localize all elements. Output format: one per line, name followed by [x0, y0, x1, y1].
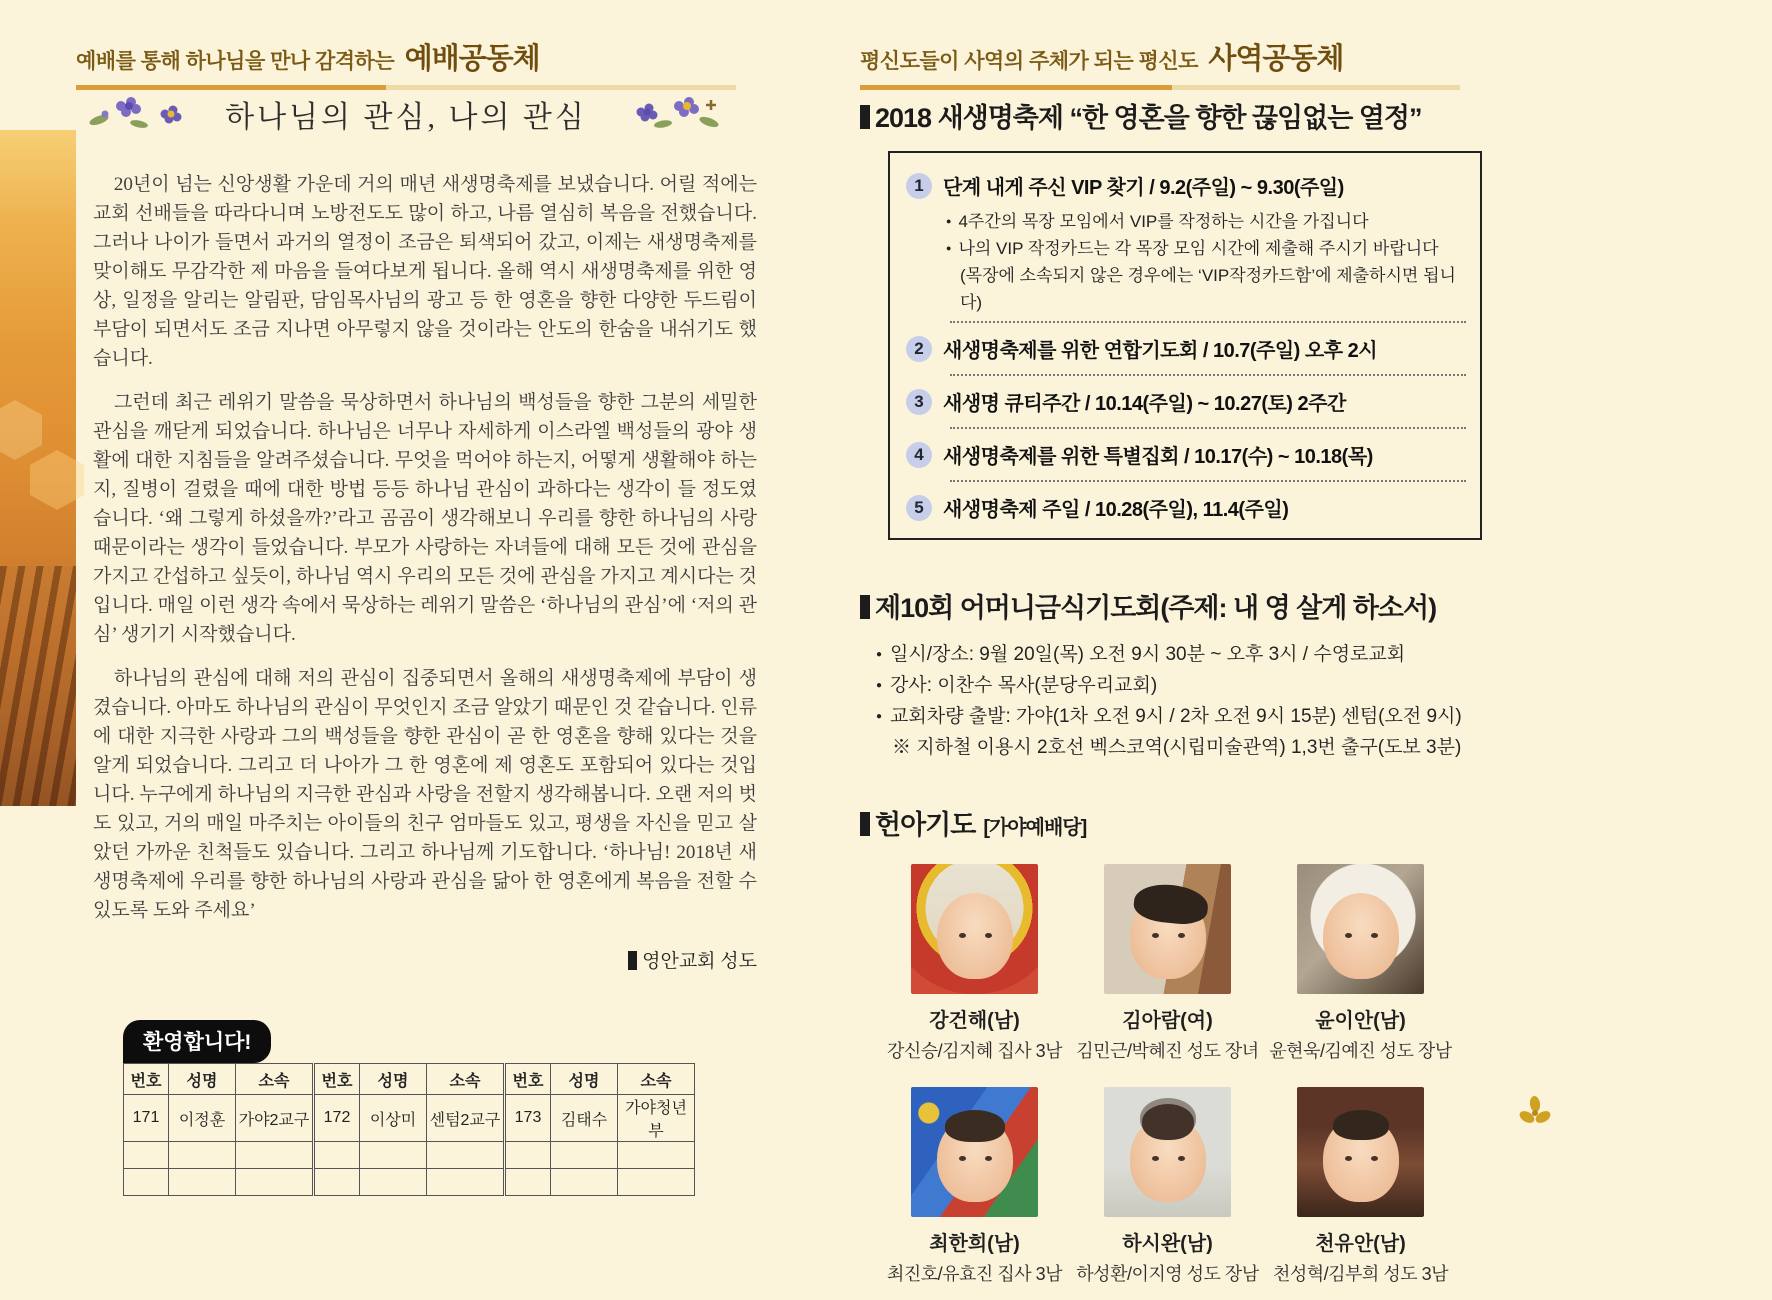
table-cell: 이상미: [360, 1095, 427, 1142]
table-cell: [314, 1142, 360, 1169]
baby-photo: [1104, 864, 1231, 994]
dotted-divider: [950, 480, 1466, 482]
prayer-title-text: 제10회 어머니금식기도회(주제: 내 영 살게 하소서): [875, 593, 1437, 623]
step-number-badge: 5: [906, 495, 932, 521]
baby-card: [1264, 1087, 1457, 1286]
table-row: [124, 1095, 695, 1142]
table-cell: 171: [124, 1095, 169, 1142]
baby-card: [878, 864, 1071, 1063]
table-cell: [551, 1142, 618, 1169]
col-header-name: 성명: [551, 1064, 618, 1095]
table-cell: 가야2교구: [236, 1095, 314, 1142]
dedication-title-text: 헌아기도: [875, 810, 976, 840]
article-body: [93, 170, 757, 976]
table-row: [124, 1142, 695, 1169]
festival-item: [906, 165, 1466, 206]
baby-face-illustration: [937, 1116, 1013, 1202]
table-row: [124, 1169, 695, 1196]
baby-photo: [1297, 864, 1424, 994]
baby-name: 강건해(남): [929, 1010, 1020, 1032]
baby-name: 김아람(여): [1122, 1010, 1213, 1032]
table-cell: [236, 1142, 314, 1169]
article-paragraph: 20년이 넘는 신앙생활 가운데 거의 매년 새생명축제를 보냈습니다. 어릴 적에는 교회 선배들을 따라다니며 노방전도도 많이 하고, 나름 열심히 복음을 전했습니다. 그러나 나이가 들면서 과거의 열정이 조금은 퇴색되어 갔고, 이제는 새생명축제를 맞이해도 무감각한 제 마음을 들여다보게 됩니다. 올해 역시 새생명축제를 위한 영상, 일정을 알리는 알림판, 담임목사님의 광고 등 한 영혼을 향한 다양한 두드림이 부담이 되면서도 조금 지나면 아무렇지 않을 것이라는 안도의 한숨을 내쉬기도 했습니다.: [93, 174, 757, 369]
hexagon-decoration: [0, 400, 42, 460]
welcome-section: [123, 1020, 695, 1196]
dotted-divider: [950, 321, 1466, 323]
step-number-badge: 3: [906, 389, 932, 415]
table-cell: 김태수: [551, 1095, 618, 1142]
detail-line: ● 강사: 이찬수 목사(분당우리교회): [876, 670, 1480, 701]
baby-card: [1071, 864, 1264, 1063]
article-title-row: [76, 92, 736, 136]
article-title: 하나님의 관심, 나의 관심: [225, 101, 587, 134]
header-text: 예배를 통해 하나님을 만나 감격하는: [76, 50, 395, 73]
col-header-no: 번호: [314, 1064, 360, 1095]
col-header-name: 성명: [360, 1064, 427, 1095]
baby-photo: [1297, 1087, 1424, 1217]
table-cell: [505, 1169, 551, 1196]
table-cell: 가야청년부: [618, 1095, 695, 1142]
festival-item-details: [946, 208, 1466, 316]
baby-photo: [1104, 1087, 1231, 1217]
baby-photo: [911, 864, 1038, 994]
baby-face-illustration: [1130, 893, 1206, 979]
table-cell: [236, 1169, 314, 1196]
table-cell: [360, 1142, 427, 1169]
festival-item-text: 새생명축제를 위한 연합기도회 / 10.7(주일) 오후 2시: [943, 340, 1378, 362]
baby-parents: 강신승/김지혜 집사 3남: [886, 1041, 1062, 1061]
festival-section-title: [860, 96, 1480, 135]
table-cell: [618, 1169, 695, 1196]
table-cell: [427, 1169, 505, 1196]
gold-clover-icon: [1518, 1096, 1552, 1130]
dedication-section-title: [860, 803, 1480, 842]
step-number-badge: 2: [906, 336, 932, 362]
table-cell: [618, 1142, 695, 1169]
cross-icon: [706, 100, 716, 110]
prayer-section-title: [860, 586, 1480, 625]
section-marker: [860, 595, 870, 619]
flower-decoration-icon: [81, 94, 199, 134]
step-number-badge: 1: [906, 173, 932, 199]
festival-item-text: 단계 내게 주신 VIP 찾기 / 9.2(주일) ~ 9.30(주일): [943, 177, 1344, 199]
hexagon-decoration: [30, 450, 84, 510]
festival-schedule-box: [888, 151, 1482, 540]
table-cell: [169, 1169, 236, 1196]
baby-face-illustration: [1323, 893, 1399, 979]
header-text: 평신도들이 사역의 주체가 되는 평신도: [860, 50, 1198, 73]
baby-name: 하시완(남): [1122, 1233, 1213, 1255]
prayer-details: [876, 639, 1480, 763]
baby-card: [878, 1087, 1071, 1286]
article-paragraph: 그런데 최근 레위기 말씀을 묵상하면서 하나님의 백성들을 향한 그분의 세밀한 관심을 깨닫게 되었습니다. 하나님은 너무나 자세하게 이스라엘 백성들의 광야 생활에 대한 지침들을 알려주셨습니다. 무엇을 먹어야 하는지, 어떻게 생활해야 하는지, 질병이 걸렸을 때에 대한 방법 등등 하나님 관심이 과하다는 생각이 들 정도였습니다. ‘왜 그렇게 하셨을까?’라고 곰곰이 생각해보니 우리를 향한 하나님의 사랑 때문이라는 생각이 들었습니다. 부모가 사랑하는 자녀들에 대해 모든 것에 관심을 가지고 간섭하고 싶듯이, 하나님 역시 우리의 모든 것에 관심을 가지고 계시다는 것입니다. 매일 이런 생각 속에서 묵상하는 레위기 말씀은 ‘하나님의 관심’에 ‘저의 관심’ 생기기 시작했습니다.: [93, 392, 757, 645]
festival-title-text: 2018 새생명축제 “한 영혼을 향한 끊임없는 열정”: [875, 103, 1422, 133]
right-page-body: [860, 96, 1480, 1286]
table-cell: 센텀2교구: [427, 1095, 505, 1142]
section-marker: [860, 105, 870, 129]
col-header-group: 소속: [427, 1064, 505, 1095]
article-paragraph: 하나님의 관심에 대해 저의 관심이 집중되면서 올해의 새생명축제에 부담이 생겼습니다. 아마도 하나님의 관심이 무엇인지 조금 알았기 때문인 것 같습니다. 인류에 대한 지극한 사랑과 그의 백성들을 향한 관심이 곧 한 영혼을 향해 있다는 것을 알게 되었습니다. 그리고 더 나아가 그 한 영혼에 제 영혼도 포함되어 있다는 것입니다. 누구에게 하나님의 지극한 관심과 사랑을 전할지 생각해봅니다. 오랜 저의 벗도 있고, 거의 매일 마주치는 아이들의 친구 엄마들도 있고, 평생을 자신을 믿고 살았던 가까운 친척들도 있습니다. 그리고 하나님께 기도합니다. ‘하나님! 2018년 새생명축제에 우리를 향한 하나님의 사랑과 관심을 닮아 한 영혼에게 복음을 전할 수 있도록 도와 주세요’: [93, 668, 757, 921]
detail-line: (목장에 소속되지 않은 경우에는 ‘VIP작정카드함’에 제출하시면 됩니다): [960, 266, 1456, 312]
col-header-name: 성명: [169, 1064, 236, 1095]
table-cell: [169, 1142, 236, 1169]
baby-face-illustration: [1323, 1116, 1399, 1202]
article-signature: [93, 947, 757, 976]
baby-card: [1071, 1087, 1264, 1286]
step-number-badge: 4: [906, 442, 932, 468]
baby-dedication-section: [860, 803, 1480, 1286]
header-emphasis: 예배공동체: [404, 43, 540, 75]
table-cell: [124, 1142, 169, 1169]
prayer-meeting-section: [860, 586, 1480, 763]
col-header-group: 소속: [618, 1064, 695, 1095]
welcome-label: 환영합니다!: [123, 1020, 271, 1063]
baby-parents: 하성환/이지영 성도 장남: [1076, 1264, 1259, 1284]
signature-marker: [628, 951, 637, 970]
baby-photo: [911, 1087, 1038, 1217]
table-cell: [551, 1169, 618, 1196]
dotted-divider: [950, 374, 1466, 376]
baby-name: 윤이안(남): [1315, 1010, 1406, 1032]
detail-line: ● 나의 VIP 작정카드는 각 목장 모임 시간에 제출해 주시기 바랍니다: [946, 235, 1466, 262]
table-cell: [314, 1169, 360, 1196]
table-header-row: [124, 1064, 695, 1095]
signature-text: 영안교회 성도: [642, 951, 757, 972]
header-emphasis: 사역공동체: [1208, 43, 1344, 75]
dotted-divider: [950, 427, 1466, 429]
wooden-path-decoration: [0, 566, 76, 806]
section-marker: [860, 812, 870, 836]
baby-parents: 최진호/유효진 집사 3남: [886, 1264, 1062, 1284]
table-cell: [360, 1169, 427, 1196]
baby-card: [1264, 864, 1457, 1063]
col-header-group: 소속: [236, 1064, 314, 1095]
festival-item-text: 새생명축제 주일 / 10.28(주일), 11.4(주일): [943, 499, 1289, 521]
col-header-no: 번호: [124, 1064, 169, 1095]
detail-line: ● 4주간의 목장 모임에서 VIP를 작정하는 시간을 가집니다: [946, 208, 1466, 235]
autumn-photo-strip: [0, 130, 76, 806]
baby-parents: 천성혁/김부희 성도 3남: [1272, 1264, 1448, 1284]
welcome-table: [123, 1063, 695, 1196]
festival-item-text: 새생명 큐티주간 / 10.14(주일) ~ 10.27(토) 2주간: [943, 393, 1346, 415]
baby-name: 천유안(남): [1315, 1233, 1406, 1255]
baby-face-illustration: [937, 893, 1013, 979]
baby-parents: 김민근/박혜진 성도 장녀: [1076, 1041, 1259, 1061]
baby-face-illustration: [1130, 1116, 1206, 1202]
table-cell: [124, 1169, 169, 1196]
col-header-no: 번호: [505, 1064, 551, 1095]
left-page-header: [76, 36, 736, 90]
table-cell: 173: [505, 1095, 551, 1142]
festival-item: [906, 434, 1466, 475]
table-cell: [505, 1142, 551, 1169]
table-cell: 172: [314, 1095, 360, 1142]
festival-item: [906, 381, 1466, 422]
baby-photo-grid: [878, 864, 1480, 1286]
festival-item: [906, 328, 1466, 369]
right-page-header: [860, 36, 1460, 90]
baby-parents: 윤현욱/김예진 성도 장남: [1269, 1041, 1452, 1061]
header-rule: [76, 85, 736, 90]
dedication-place-text: [가야예배당]: [983, 817, 1087, 839]
detail-note: ※ 지하철 이용시 2호선 벡스코역(시립미술관역) 1,3번 출구(도보 3분): [892, 737, 1462, 758]
detail-line: ● 교회차량 출발: 가야(1차 오전 9시 / 2차 오전 9시 15분) 센텀(오전 9시): [876, 701, 1480, 732]
baby-name: 최한희(남): [929, 1233, 1020, 1255]
flower-decoration-icon: [613, 94, 731, 134]
table-cell: [427, 1142, 505, 1169]
festival-item: [906, 487, 1466, 528]
festival-item-text: 새생명축제를 위한 특별집회 / 10.17(수) ~ 10.18(목): [943, 446, 1373, 468]
header-rule: [860, 85, 1460, 90]
table-cell: 이정훈: [169, 1095, 236, 1142]
detail-line: ● 일시/장소: 9월 20일(목) 오전 9시 30분 ~ 오후 3시 / 수영로교회: [876, 639, 1480, 670]
